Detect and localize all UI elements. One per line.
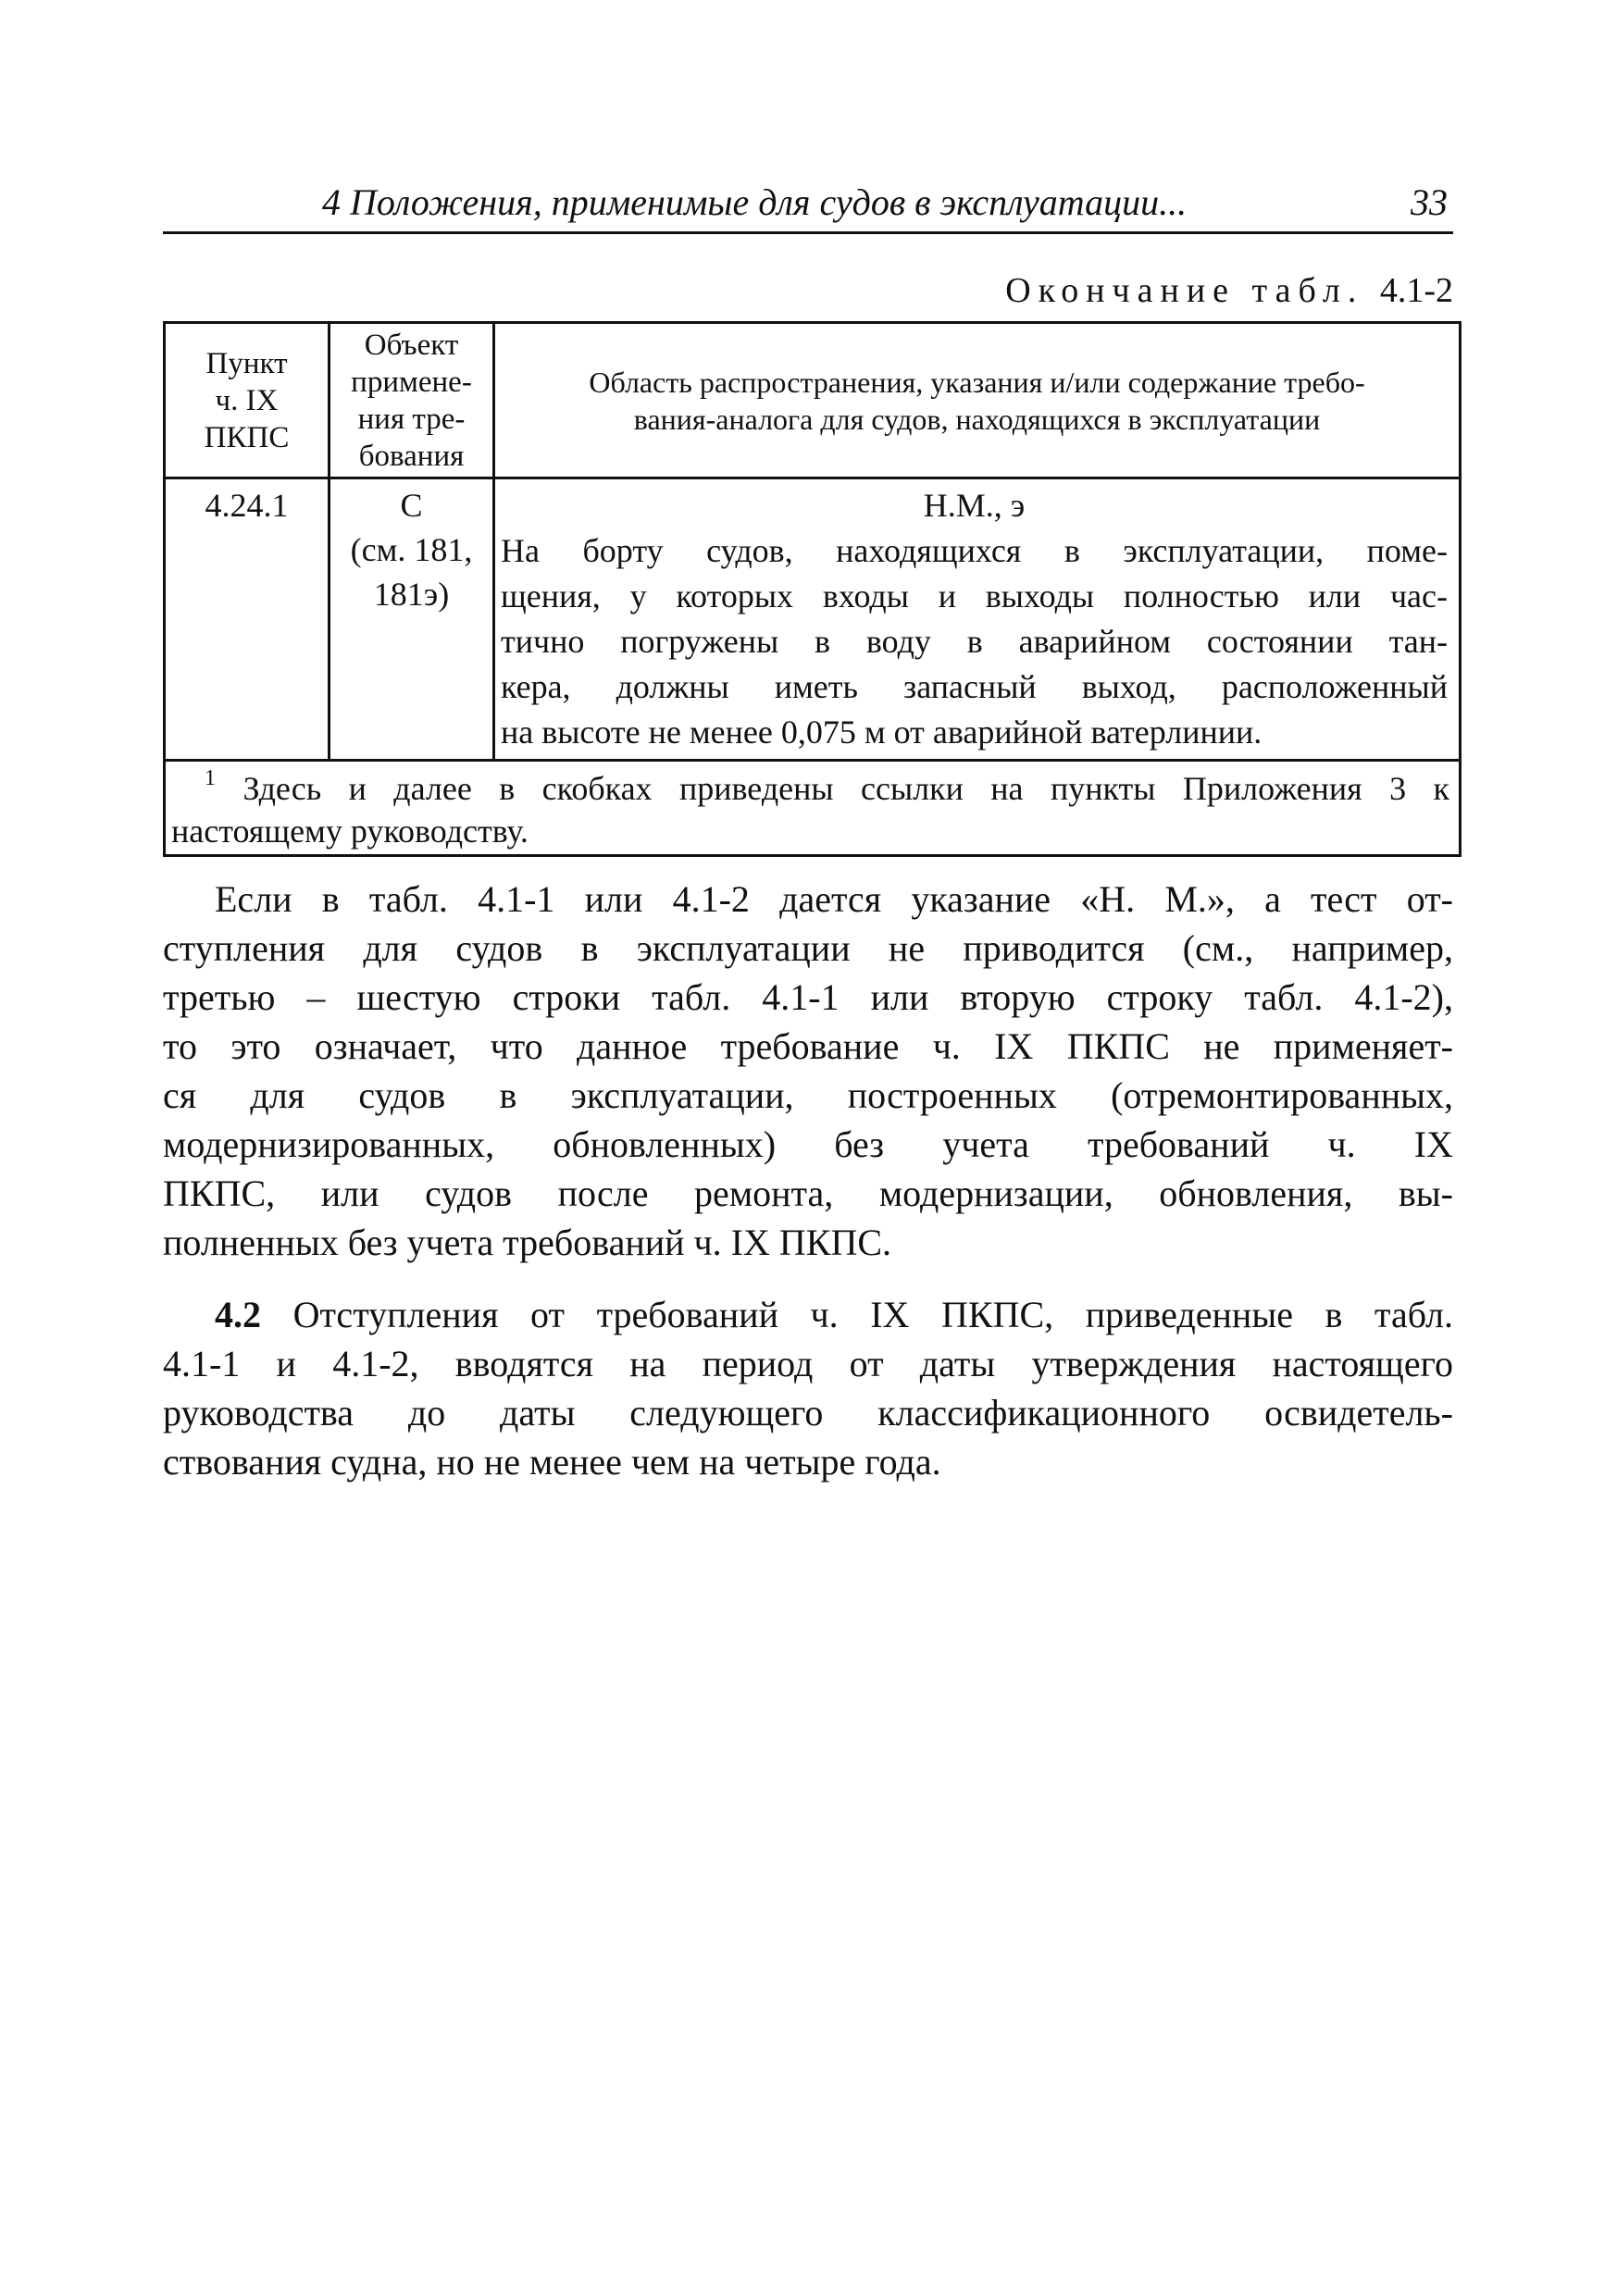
paragraph-line: ступления для судов в эксплуатации не приводится (см., например, — [163, 927, 1453, 969]
paragraph-line: ПКПС, или судов после ремонта, модернизации, обновления, вы- — [163, 1173, 1453, 1214]
scope-text-line: тично погружены в воду в аварийном состоянии тан- — [501, 623, 1448, 660]
header-line: ния тре- — [357, 402, 466, 436]
table-caption-prefix: Окончание табл. — [1005, 271, 1364, 310]
header-scope-column — [494, 323, 1461, 478]
item-number: 4.24.1 — [205, 487, 289, 524]
paragraph-section-4-2 — [163, 1290, 1453, 1486]
paragraph-na-note — [163, 875, 1453, 1267]
paragraph-line: Если в табл. 4.1-1 или 4.1-2 дается указание «Н. М.», а тест от- — [215, 878, 1453, 920]
paragraph-line: то это означает, что данное требование ч. IX ПКПС не применяет- — [163, 1025, 1453, 1067]
header-line: Область распространения, указания и/или содержание требо- — [589, 365, 1365, 399]
paragraph-line: 4.1-1 и 4.1-2, вводятся на период от даты утверждения настоящего — [163, 1343, 1453, 1384]
footnote-text: Здесь и далее в скобках приведены ссылки на пункты Приложения 3 к — [243, 770, 1450, 807]
footnote-cell — [165, 761, 1461, 856]
footnote-row — [165, 761, 1461, 856]
status-label: Н.М., э — [923, 487, 1026, 524]
object-line: С — [400, 487, 423, 524]
page-number: 33 — [1411, 181, 1448, 223]
header-line: ПКПС — [204, 420, 290, 454]
paragraph-line: полненных без учета требований ч. IX ПКПС. — [163, 1222, 892, 1263]
item-cell — [165, 478, 330, 761]
table-caption — [1005, 270, 1453, 311]
footnote-marker: 1 — [205, 766, 216, 790]
footnote-line — [171, 767, 1449, 810]
scope-text-line: На борту судов, находящихся в эксплуатации, поме- — [501, 532, 1448, 569]
running-header — [163, 174, 1453, 234]
header-line: примене- — [351, 365, 472, 399]
running-title: 4 Положения, применимые для судов в эксплуатации... — [322, 181, 1188, 223]
paragraph-line — [163, 1290, 1453, 1339]
header-line: ч. IX — [215, 383, 279, 417]
table-row — [165, 478, 1461, 761]
object-line: 181э) — [373, 576, 450, 613]
header-line: Объект — [364, 328, 459, 362]
paragraph-line: третью – шестую строки табл. 4.1-1 или вторую строку табл. 4.1-2), — [163, 976, 1453, 1018]
paragraph-text: Отступления от требований ч. IX ПКПС, приведенные в табл. — [292, 1294, 1454, 1335]
table-caption-number: 4.1-2 — [1379, 271, 1453, 310]
paragraph-line: ся для судов в эксплуатации, построенных (отремонтированных, — [163, 1074, 1453, 1116]
header-line: Пункт — [205, 346, 288, 380]
table-header-row — [165, 323, 1461, 478]
object-cell — [330, 478, 494, 761]
paragraph-line: ствования судна, но не менее чем на четыре года. — [163, 1441, 941, 1483]
header-item-column — [165, 323, 330, 478]
footnote-line: настоящему руководству. — [171, 813, 529, 850]
paragraph-line: руководства до даты следующего классификационного освидетель- — [163, 1392, 1453, 1433]
scope-text-line: кера, должны иметь запасный выход, расположенный — [501, 668, 1448, 705]
scope-text-line: щения, у которых входы и выходы полностью или час- — [501, 577, 1448, 614]
scope-cell — [494, 478, 1461, 761]
requirements-table — [163, 321, 1459, 857]
header-line: вания-аналога для судов, находящихся в эксплуатации — [633, 402, 1321, 436]
scope-text-line: на высоте не менее 0,075 м от аварийной ватерлинии. — [501, 714, 1263, 751]
section-number: 4.2 — [215, 1294, 261, 1335]
header-line: бования — [358, 439, 465, 473]
paragraph-line: модернизированных, обновленных) без учета требований ч. IX — [163, 1123, 1453, 1165]
header-object-column — [330, 323, 494, 478]
object-line: (см. 181, — [350, 531, 473, 568]
